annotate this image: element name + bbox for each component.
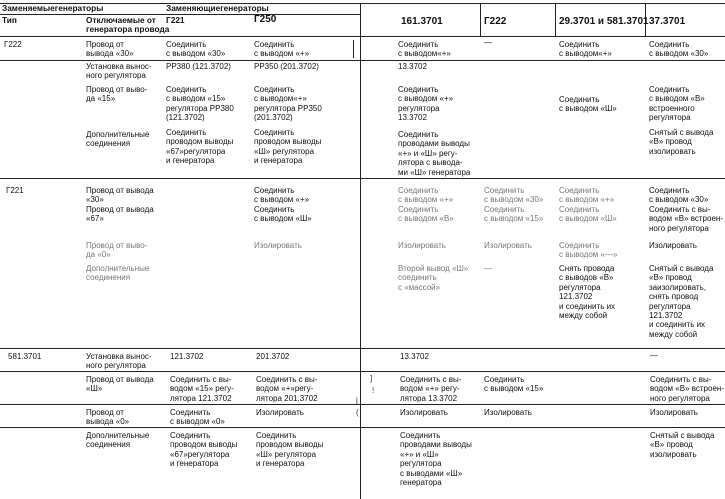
g581-r1-g37: —	[650, 351, 658, 360]
g222-r3-g37: Соединить с выводом «В» встроенного регулятора	[649, 85, 705, 123]
g222-r3-wire: Провод от выво- да «15»	[86, 85, 148, 104]
header-g222: Г222	[484, 16, 507, 27]
g222-r4-g250: Соединить проводом выводы «Ш» регулятора и генератора	[254, 128, 322, 166]
header-type: Тип	[2, 15, 17, 25]
g222-r1-g37: Соединить с выводом «30»	[649, 40, 709, 59]
g222-r4-g37: Снятый с вывода «В» провод изолировать	[649, 128, 714, 156]
g221-r3-g37: Снятый с вывода «В» провод заизолировать, снять провод регулятора 121.3702 и соединить их между собой	[649, 264, 714, 339]
g581-r3-wire: Провод от вывода «0»	[86, 408, 130, 427]
g581-r3-g161: Изолировать	[400, 408, 448, 417]
rule-top	[0, 3, 725, 4]
g581-r3-g250: Изолировать	[256, 408, 304, 417]
header-replacing: Заменяющиегенераторы	[166, 3, 269, 13]
g581-r3-g222: Изолировать	[484, 408, 532, 417]
header-g37: 37.3701	[649, 16, 686, 27]
rule-581-2	[0, 404, 725, 405]
header-replaced: Заменяемыегенераторы	[2, 3, 104, 13]
g581-r2-g222: Соединить с выводом «15»	[484, 375, 544, 394]
g222-r2-g221: РР380 (121.3702)	[166, 62, 231, 71]
g221-r1-g222: Соединить с выводом «30» Соединить с выводом «15»	[484, 186, 544, 224]
g221-r2-g37: Изолировать	[649, 241, 697, 250]
g222-r1-g161: Соединить с выводом«+»	[398, 40, 451, 59]
g221-r3-g161: Второй вывод «Ш» соединить с «массой»	[398, 264, 469, 292]
g221-r2-g222: Изолировать	[484, 241, 532, 250]
rule-header-2	[0, 36, 725, 37]
g581-r4-wire: Дополнительные соединения	[86, 431, 150, 450]
g581-r2-g37: Соединить с вы- водом «В» встроен- ного регулятора	[650, 375, 724, 403]
g222-r4-wire: Дополнительные соединения	[86, 130, 150, 149]
g221-r2-g250: Изолировать	[254, 241, 302, 250]
header-g161: 161.3701	[401, 16, 443, 27]
rule-vertical-g29	[555, 4, 556, 36]
g581-r2-g250: Соединить с вы- водом «+»регу- лятора 201.3702	[256, 375, 318, 403]
g221-r1-g37: Соединить с выводом «30» Соединить с вы- водом «В» встроен- ного регулятора	[649, 186, 723, 233]
g221-r2-wire: Провод от выво- да «0»	[86, 241, 148, 260]
rule-vertical-g222	[480, 4, 481, 36]
rule-vertical-main	[360, 3, 361, 499]
g581-r4-g161: Соединить проводами выводы «+» и «Ш» регулятора с выводами «Ш» генератора	[400, 431, 472, 488]
g221-r1-g161: Соединить с выводом «+» Соединить с выводом «В»	[398, 186, 454, 224]
g222-r4-g221: Соединить проводом выводы «67»регулятора и генератора	[166, 128, 234, 166]
rule-581-1	[0, 371, 725, 372]
rule-vertical-short	[353, 40, 354, 58]
g581-r2-g221: Соединить с вы- водом «15» регу- лятора 121.3702	[170, 375, 234, 403]
g222-r2-g250: РР350 (201.3702)	[254, 62, 319, 71]
g222-r1-g250: Соединить с выводом «+»	[254, 40, 310, 59]
g221-r1-g250: Соединить с выводом «+» Соединить с выводом «Ш»	[254, 186, 312, 224]
rule-g222-1	[0, 60, 725, 61]
g222-r1-g221: Соединить с выводом «30»	[166, 40, 226, 59]
scan-mark: !	[372, 386, 375, 395]
g222-r2-wire: Установка вынос- ного регулятора	[86, 62, 152, 81]
type-g222: Г222	[4, 40, 22, 49]
g222-r1-wire: Провод от вывода «30»	[86, 40, 134, 59]
g581-r2-g161: Соединить с вы- водом «+» регу- лятора 13.3702	[400, 375, 462, 403]
g581-r1-g250: 201.3702	[256, 352, 290, 361]
g222-r2-g161: 13.3702	[398, 62, 427, 71]
g581-r2-wire: Провод от вывода «Ш»	[86, 375, 154, 394]
g581-r4-g221: Соединить проводом выводы «67»регулятора и генератора	[170, 431, 238, 469]
g221-r3-g29: Снять провода с выводов «В» регулятора 121.3702 и соединить их между собой	[559, 264, 616, 321]
g222-r1-g29: Соединить с выводом«+»	[559, 40, 612, 59]
g222-r4-g161: Соединить проводами выводы «+» и «Ш» регу- лятора с вывода- ми «Ш» генератора	[398, 130, 471, 177]
g581-r3-g37: Изолировать	[650, 408, 698, 417]
scan-mark: ]	[370, 374, 373, 383]
g222-r3-g250: Соединить с выводом«+» регулятора РР350 (201.3702)	[254, 85, 322, 123]
header-g221: Г221	[166, 15, 185, 25]
g581-r1-wire: Установка вынос- ного регулятора	[86, 352, 152, 371]
g581-r4-g37: Снятый с вывода «В» провод изолировать	[650, 431, 715, 459]
g221-r2-g29: Соединить с выводом «—»	[559, 241, 618, 260]
rule-581	[0, 348, 725, 349]
scan-mark: (	[356, 408, 359, 417]
g581-r1-g221: 121.3702	[170, 352, 204, 361]
rule-g221	[0, 178, 725, 179]
header-g29: 29.3701 и 581.3701	[559, 16, 649, 27]
g221-r1-wire: Провод от вывода «30» Провод от вывода «67»	[86, 186, 154, 224]
g222-r3-g29: Соединить с выводом «Ш»	[559, 95, 617, 114]
g581-r1-g161: 13.3702	[400, 352, 429, 361]
g222-r3-g161: Соединить с выводом «+» регулятора 13.3702	[398, 85, 454, 123]
g221-r3-g222: —	[484, 264, 492, 273]
g581-r3-g221: Соединить с выводом «0»	[170, 408, 225, 427]
g581-r4-g250: Соединить проводом выводы «Ш» регулятора и генератора	[256, 431, 324, 469]
scan-mark: j	[356, 396, 358, 405]
header-disconnected: Отключаемые от генератора провода	[86, 15, 170, 35]
type-g221: Г221	[6, 186, 24, 195]
g222-r1-g222: —	[484, 38, 492, 47]
g221-r3-wire: Дополнительные соединения	[86, 264, 150, 283]
header-g250: Г250	[254, 14, 277, 25]
g222-r3-g221: Соединить с выводом «15» регулятора РР380 (121.3702)	[166, 85, 234, 123]
type-581: 581.3701	[8, 352, 42, 361]
g221-r1-g29: Соединить с выводом «+» Соединить с выводом «Ш»	[559, 186, 617, 224]
g221-r2-g161: Изолировать	[398, 241, 446, 250]
rule-581-3	[0, 427, 725, 428]
